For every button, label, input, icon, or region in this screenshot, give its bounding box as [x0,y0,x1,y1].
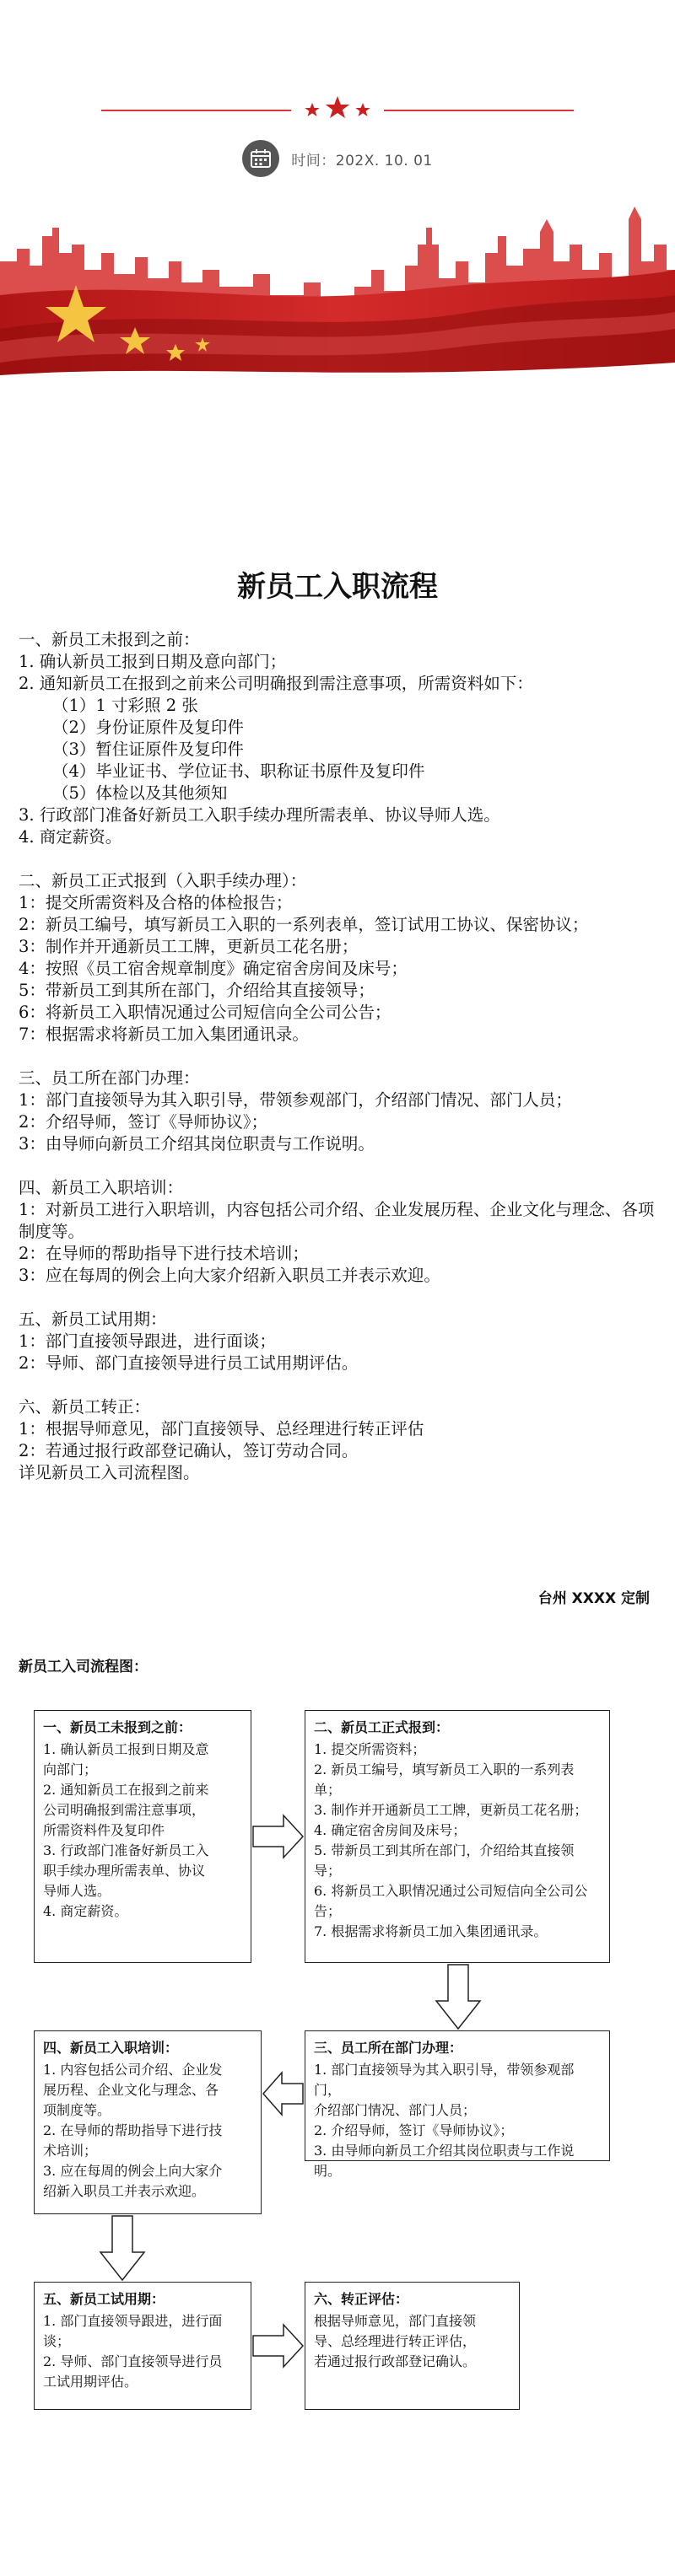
flow-step-title: 四、新员工入职培训： [43,2040,179,2056]
list-item: 3：由导师向新员工介绍其岗位职责与工作说明。 [19,1134,375,1154]
section-heading: 五、新员工试用期： [19,1310,167,1329]
flow-step-line: 项制度等。 [43,2102,111,2118]
flow-step-line: 3. 应在每周的例会上向大家介 [43,2163,223,2179]
flow-step-line: 2. 导师、部门直接领导进行员 [43,2353,223,2369]
flow-step-line: 根据导师意见，部门直接领 [314,2313,477,2329]
star-icon [300,93,375,126]
flow-step-line: 1. 部门直接领导跟进，进行面 [43,2313,223,2329]
flow-step-line: 若通过报行政部登记确认。 [314,2353,477,2369]
list-item: 2. 通知新员工在报到之前来公司明确报到需注意事项，所需资料如下： [19,674,533,693]
flow-step-1 [34,1710,251,1963]
flow-step-line: 术培训； [43,2143,98,2159]
list-item: 1. 确认新员工报到日期及意向部门； [19,652,287,671]
flow-step-5 [34,2282,251,2410]
flow-step-line: 1. 提交所需资料； [314,1741,426,1757]
skyline-banner [0,202,675,388]
list-item: 2：新员工编号，填写新员工入职的一系列表单，签订试用工协议、保密协议； [19,915,589,934]
section-heading: 一、新员工未报到之前： [19,630,200,649]
document-title: 新员工入职流程 [237,570,438,604]
section-heading: 六、新员工转正： [19,1397,151,1417]
flow-step-2 [305,1710,610,1963]
sub-list-item: （3）暂住证原件及复印件 [52,739,244,759]
list-item: 7：根据需求将新员工加入集团通讯录。 [19,1024,309,1044]
arrow-right-icon [251,2322,305,2369]
list-item: 1：对新员工进行入职培训，内容包括公司介绍、企业发展历程、企业文化与理念、各项制度等。 [19,1200,655,1241]
header-left-rule [101,110,291,111]
flow-step-line: 导师人选。 [43,1883,111,1899]
section-heading: 三、员工所在部门办理： [19,1068,200,1088]
flow-step-line: 2. 介绍导师，签订《导师协议》； [314,2122,514,2138]
list-item: 3. 行政部门准备好新员工入职手续办理所需表单、协议导师人选。 [19,805,500,825]
flow-step-line: 2. 新员工编号，填写新员工入职的一系列表单； [314,1761,575,1798]
sub-list-item: （1）1 寸彩照 2 张 [52,696,198,715]
page-header [0,0,675,388]
section-heading: 二、新员工正式报到（入职手续办理）： [19,871,307,890]
list-item: 4. 商定薪资。 [19,827,122,847]
list-item: 2：导师、部门直接领导进行员工试用期评估。 [19,1353,359,1373]
flow-step-line: 1. 确认新员工报到日期及意 [43,1741,209,1757]
flow-step-line: 所需资料件及复印件 [43,1822,165,1838]
list-item: 4：按照《员工宿舍规章制度》确定宿舍房间及床号； [19,959,408,978]
flow-step-line: 展历程、企业文化与理念、各 [43,2082,219,2098]
flow-step-line: 1. 内容包括公司介绍、企业发 [43,2062,223,2078]
date-label: 时间：202X. 10. 01 [291,152,433,169]
calendar-icon [242,140,279,177]
list-item: 3：应在每周的例会上向大家介绍新入职员工并表示欢迎。 [19,1266,440,1285]
date-row [0,142,675,175]
flow-step-line: 公司明确报到需注意事项， [43,1802,206,1818]
flow-step-line: 绍新入职员工并表示欢迎。 [43,2183,206,2199]
sub-list-item: （4）毕业证书、学位证书、职称证书原件及复印件 [52,761,425,781]
flow-step-line: 7. 根据需求将新员工加入集团通讯录。 [314,1923,548,1939]
flow-step-3 [305,2030,610,2179]
header-right-rule [384,110,574,111]
flow-step-title: 五、新员工试用期： [43,2291,165,2307]
flow-step-line: 3. 制作并开通新员工工牌，更新员工花名册； [314,1802,588,1818]
arrow-down-icon [99,2214,146,2282]
flow-step-line: 职手续办理所需表单、协议 [43,1863,206,1879]
flow-step-line: 6. 将新员工入职情况通过公司短信向全公司公 [314,1883,588,1899]
flow-step-line: 告； [314,1903,342,1919]
flow-step-line: 5. 带新员工到其所在部门，介绍给其直接领导； [314,1842,575,1879]
sub-list-item: （2）身份证原件及复印件 [52,718,244,737]
flow-step-title: 三、员工所在部门办理： [314,2040,463,2056]
flow-step-4 [34,2030,262,2214]
signature: 台州 XXXX 定制 [537,1590,650,1607]
flow-step-line: 3. 行政部门准备好新员工入 [43,1842,209,1858]
closing-note: 详见新员工入司流程图。 [19,1463,200,1482]
list-item: 1：部门直接领导为其入职引导，带领参观部门，介绍部门情况、部门人员； [19,1090,572,1110]
flow-step-line: 3. 由导师向新员工介绍其岗位职责与工作说明。 [314,2143,575,2179]
sub-list-item: （5）体检以及其他须知 [52,783,228,803]
flow-step-line: 谈； [43,2333,71,2349]
section-heading: 四、新员工入职培训： [19,1178,184,1197]
flow-step-line: 1. 部门直接领导为其入职引导，带领参观部门， [314,2062,575,2098]
flow-step-line: 2. 通知新员工在报到之前来 [43,1782,209,1798]
list-item: 3：制作并开通新员工工牌，更新员工花名册； [19,937,359,956]
list-item: 2：介绍导师，签订《导师协议》； [19,1112,268,1132]
flow-step-title: 六、转正评估： [314,2291,409,2307]
arrow-down-icon [435,1963,482,2030]
flowchart-heading: 新员工入司流程图： [19,1659,148,1675]
flow-step-6 [305,2282,520,2410]
flow-step-line: 导、总经理进行转正评估， [314,2333,477,2349]
list-item: 1：提交所需资料及合格的体检报告； [19,893,293,912]
list-item: 1：根据导师意见，部门直接领导、总经理进行转正评估 [19,1419,424,1439]
flow-step-line: 2. 在导师的帮助指导下进行技 [43,2122,223,2138]
flow-step-line: 工试用期评估。 [43,2374,138,2390]
list-item: 2：在导师的帮助指导下进行技术培训； [19,1244,309,1263]
article-body [19,629,660,1484]
list-item: 6：将新员工入职情况通过公司短信向全公司公告； [19,1003,392,1022]
flow-step-line: 4. 确定宿舍房间及床号； [314,1822,467,1838]
flow-step-title: 一、新员工未报到之前： [43,1719,192,1735]
flow-step-line: 4. 商定薪资。 [43,1903,128,1919]
flow-step-line: 向部门； [43,1761,98,1777]
list-item: 1：部门直接领导跟进，进行面谈； [19,1331,276,1351]
arrow-left-icon [262,2070,305,2117]
list-item: 2：若通过报行政部登记确认，签订劳动合同。 [19,1441,359,1460]
arrow-right-icon [251,1813,305,1860]
flow-step-line: 介绍部门情况、部门人员； [314,2102,477,2118]
flow-step-title: 二、新员工正式报到： [314,1719,450,1735]
list-item: 5：带新员工到其所在部门，介绍给其直接领导； [19,981,375,1000]
